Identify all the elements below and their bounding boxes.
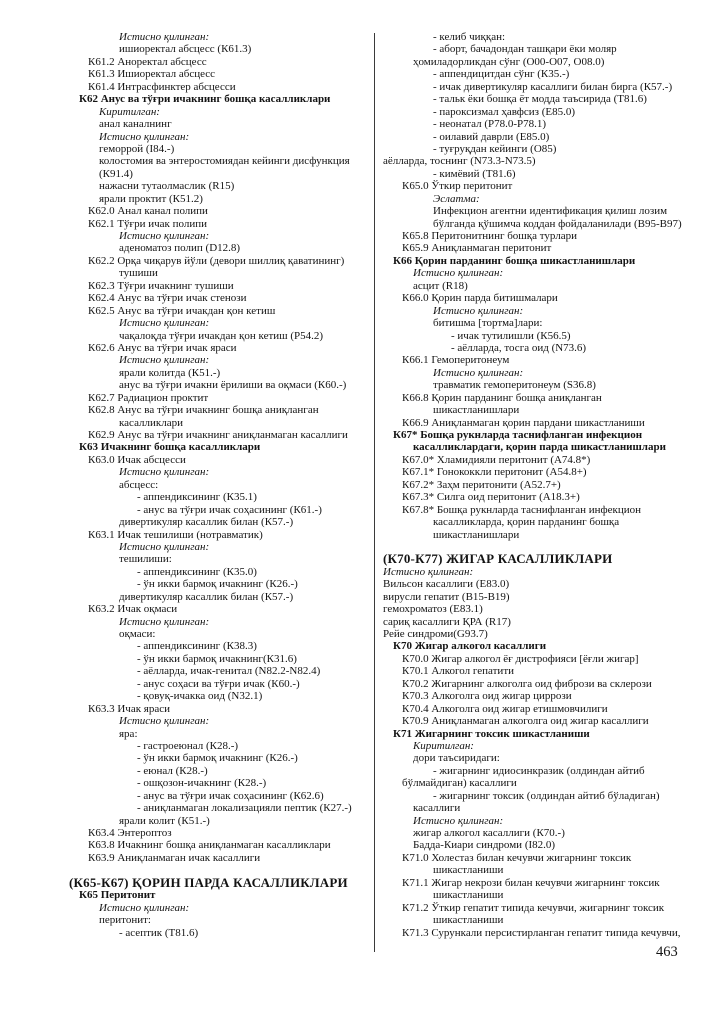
- text-line: - оилавий даврли (Е85.0): [433, 130, 550, 143]
- text-line: анал каналнинг: [99, 118, 172, 131]
- text-line: К62.9 Анус ва тўғри ичакнинг аниқланмаган касаллиги: [88, 429, 348, 441]
- text-line: - кимёвий (Т81.6): [433, 167, 516, 180]
- text-line: тушиши: [119, 267, 158, 280]
- text-line: Истисно қилинган:: [119, 615, 210, 628]
- text-line: (К91.4): [99, 167, 133, 180]
- text-line: К61.3 Ишиоректал абсцесс: [88, 68, 216, 81]
- text-line: - тальк ёки бошқа ёт модда таъсирида (Т81.6): [433, 93, 647, 106]
- text-line: К62.8 Анус ва тўғри ичакнинг бошқа аниқланган: [88, 404, 319, 417]
- text-line: К66.0 Қорин парда битишмалари: [402, 292, 558, 305]
- text-line: колостомия ва энтеростомиядан кейинги дисфункция: [99, 155, 350, 168]
- text-line: К62.1 Тўғри ичак полипи: [88, 217, 207, 230]
- text-line: К62.3 Тўғри ичакнинг тушиши: [88, 279, 234, 292]
- text-line: - аниқланмаган локализацияли пептик (К27.-): [137, 802, 352, 815]
- text-line: касалликлари: [119, 416, 184, 429]
- text-line: К62.5 Анус ва тўғри ичакдан қон кетиш: [88, 304, 276, 317]
- text-line: К67.0* Хламидияли перитонит (А74.8*): [402, 453, 591, 466]
- text-line: - еюнал (К28.-): [137, 764, 208, 777]
- text-line: - жигарнинг идиосинкразик (олдиндан айтиб: [433, 764, 645, 777]
- text-line: Истисно қилинган:: [99, 130, 190, 143]
- text-line: К63.0 Ичак абсцесси: [88, 453, 186, 466]
- text-line: К70.9 Аниқланмаган алкоголга оид жигар касаллиги: [402, 715, 649, 728]
- text-line: Бадда-Киари синдроми (I82.0): [413, 839, 556, 852]
- text-line: К66.9 Аниқланмаган қорин пардани шикастланиши: [402, 416, 645, 429]
- text-line: касалликларда, қорин парданинг бошқа: [433, 516, 620, 529]
- text-line: К65.8 Перитонитнинг бошқа турлари: [402, 230, 578, 242]
- text-line: К65.0 Ўткир перитонит: [402, 180, 513, 193]
- text-line: битишма [тортма]лари:: [433, 317, 543, 330]
- text-line: (К65-К67) ҚОРИН ПАРДА КАСАЛЛИКЛАРИ: [69, 874, 348, 890]
- text-line: - қовуқ-ичакка оид (N32.1): [137, 690, 263, 703]
- text-line: К63.8 Ичакнинг бошқа аниқланмаган касалликлари: [88, 839, 331, 852]
- text-line: дори таъсиридаги:: [413, 752, 500, 765]
- text-line: травматик гемоперитонеум (S36.8): [433, 379, 596, 392]
- text-line: - ўн икки бармоқ ичакнинг (К26.-): [137, 752, 298, 765]
- text-line: дивертикуляр касаллик билан (К57.-): [119, 590, 294, 603]
- text-line: К67.2* Заҳм перитонити (А52.7+): [402, 478, 561, 491]
- text-line: Истисно қилинган:: [99, 901, 190, 914]
- text-line: гемохроматоз (Е83.1): [383, 603, 483, 616]
- text-line: К71.3 Сурункали персистирланган гепатит типида кечувчи,: [402, 926, 681, 939]
- text-line: К61.4 Интрасфинктер абсцесси: [88, 80, 236, 93]
- text-line: Истисно қилинган:: [433, 304, 524, 317]
- text-line: К62.6 Анус ва тўғри ичак яраси: [88, 341, 237, 354]
- text-line: дивертикуляр касаллик билан (К57.-): [119, 516, 294, 529]
- text-line: К63 Ичакнинг бошқа касалликлари: [79, 441, 261, 454]
- text-line: К65 Перитонит: [79, 889, 156, 902]
- text-line: К70 Жигар алкогол касаллиги: [393, 640, 547, 653]
- text-line: К71.1 Жигар некрози билан кечувчи жигарнинг токсик: [402, 876, 660, 889]
- text-line: К63.9 Аниқланмаган ичак касаллиги: [88, 851, 261, 864]
- text-line: - гастроеюнал (К28.-): [137, 739, 239, 752]
- text-line: нажасни тутаолмаслик (R15): [99, 180, 235, 193]
- left-column: [69, 31, 375, 939]
- text-line: - ичак дивертикуляр касаллиги билан бирга (К57.-): [433, 80, 673, 93]
- text-line: асцит (R18): [413, 279, 468, 292]
- text-line: - туғруқдан кейинги (О85): [433, 142, 557, 155]
- text-line: яра:: [119, 727, 138, 740]
- text-line: Истисно қилинган:: [119, 715, 210, 728]
- text-line: К70.0 Жигар алкогол ёғ дистрофияси [ёғли жигар]: [402, 652, 639, 665]
- text-line: К70.3 Алкоголга оид жигар циррози: [402, 690, 572, 703]
- text-line: оқмаси:: [119, 628, 156, 640]
- text-line: Киритилган:: [413, 739, 474, 752]
- text-line: - аборт, бачадондан ташқари ёки моляр: [433, 43, 617, 56]
- text-line: перитонит:: [99, 914, 151, 927]
- page-number: 463: [656, 944, 678, 960]
- text-line: - аёлларда, ичак-генитал (N82.2-N82.4): [137, 665, 321, 678]
- text-line: К63.3 Ичак яраси: [88, 702, 171, 715]
- text-line: аёлларда, тоснинг (N73.3-N73.5): [383, 155, 536, 168]
- text-line: - анус ва тўғри ичак соҳасининг (К61.-): [137, 503, 322, 516]
- text-line: шикастланиши: [433, 889, 504, 902]
- text-line: Киритилган:: [99, 105, 160, 118]
- text-line: шикастланишлари: [433, 528, 520, 541]
- text-line: - аппендиксининг (К38.3): [137, 640, 257, 653]
- text-line: Истисно қилинган:: [433, 366, 524, 379]
- text-line: К70.4 Алкоголга оид жигар етишмовчилиги: [402, 702, 608, 715]
- text-line: абсцесс:: [119, 478, 159, 491]
- text-line: К62.4 Анус ва тўғри ичак стенози: [88, 292, 247, 305]
- text-line: К71.2 Ўткир гепатит типида кечувчи, жигарнинг токсик: [402, 901, 665, 914]
- text-line: К63.4 Энтероптоз: [88, 827, 172, 839]
- right-column: [383, 31, 713, 939]
- text-line: - асептик (Т81.6): [119, 926, 199, 939]
- text-line: - аппендиксининг (К35.1): [137, 491, 257, 504]
- text-line: К70.2 Жигарнинг алкоголга оид фибрози ва склерози: [402, 677, 652, 690]
- text-line: тешилиши:: [119, 553, 172, 566]
- text-line: К66.1 Гемоперитонеум: [402, 354, 510, 367]
- text-line: - ичак тутилишли (К56.5): [451, 329, 571, 342]
- text-line: Эслатма:: [433, 192, 480, 205]
- text-line: (К70-К77) ЖИГАР КАСАЛЛИКЛАРИ: [383, 551, 613, 567]
- text-line: Истисно қилинган:: [119, 354, 210, 367]
- text-line: - ўн икки бармоқ ичакнинг (К26.-): [137, 578, 298, 591]
- text-line: - анус соҳаси ва тўғри ичак (К60.-): [137, 677, 300, 690]
- text-line: К65.9 Аниқланмаган перитонит: [402, 242, 552, 255]
- text-line: шикастланиши: [433, 914, 504, 927]
- text-line: ҳомиладорликдан сўнг (О00-О07, О08.0): [413, 55, 605, 68]
- text-line: К66.8 Қорин парданинг бошқа аниқланган: [402, 391, 602, 404]
- text-line: - пароксизмал ҳавфсиз (Е85.0): [433, 105, 576, 118]
- text-line: ишиоректал абсцесс (К61.3): [119, 43, 252, 56]
- text-line: касалликлардаги, қорин парда шикастланишлари: [413, 441, 666, 454]
- text-line: анус ва тўғри ичакни ёрилиши ва оқмаси (К60.-): [119, 379, 347, 392]
- text-line: ярали колитда (К51.-): [119, 366, 221, 379]
- text-line: К61.2 Аноректал абсцесс: [88, 55, 207, 68]
- text-line: бўлмайдиган) касаллиги: [402, 777, 517, 790]
- text-line: К63.1 Ичак тешилиши (нотравматик): [88, 528, 263, 541]
- text-line: К71.0 Холестаз билан кечувчи жигарнинг токсик: [402, 851, 632, 864]
- text-line: К67* Бошқа рукнларда таснифланган инфекцион: [393, 429, 643, 441]
- text-line: чақалоқда тўғри ичакдан қон кетиш (Р54.2): [119, 329, 324, 342]
- text-line: - жигарнинг токсик (олдиндан айтиб бўладиган): [433, 789, 660, 802]
- text-line: К62.7 Радиацион проктит: [88, 391, 209, 404]
- text-line: аденоматоз полип (D12.8): [119, 242, 241, 255]
- text-line: К67.8* Бошқа рукнларда таснифланган инфекцион: [402, 503, 642, 516]
- text-line: К67.1* Гонококкли перитонит (А54.8+): [402, 466, 587, 479]
- text-line: бўлганда қўшимча коддан фойдаланилади (В95-В97): [433, 217, 682, 230]
- text-line: Истисно қилинган:: [413, 814, 504, 827]
- text-line: К70.1 Алкогол гепатити: [402, 665, 515, 678]
- text-line: Истисно қилинган:: [119, 540, 210, 553]
- text-line: К62.0 Анал канал полипи: [88, 205, 208, 218]
- text-line: К71 Жигарнинг токсик шикастланиши: [393, 727, 590, 740]
- text-line: Истисно қилинган:: [119, 317, 210, 330]
- text-line: Истисно қилинган:: [119, 230, 210, 242]
- text-line: Инфекцион агентни идентификация қилиш лозим: [433, 205, 668, 218]
- text-line: геморрой (I84.-): [99, 142, 175, 155]
- text-line: - анус ва тўғри ичак соҳасининг (К62.6): [137, 789, 324, 802]
- text-line: ярали колит (К51.-): [119, 814, 210, 827]
- text-line: ярали проктит (К51.2): [99, 192, 203, 205]
- text-line: Истисно қилинган:: [119, 31, 210, 43]
- text-line: жигар алкогол касаллиги (К70.-): [413, 827, 565, 839]
- text-line: Истисно қилинган:: [119, 466, 210, 479]
- text-line: К67.3* Силга оид перитонит (А18.3+): [402, 491, 580, 504]
- text-line: Рейе синдроми(G93.7): [383, 628, 488, 640]
- text-line: сариқ касаллиги ҚРА (R17): [383, 615, 511, 628]
- text-line: - ўн икки бармоқ ичакнинг(К31.6): [137, 652, 297, 665]
- text-line: К66 Қорин парданинг бошқа шикастланишлари: [393, 254, 636, 267]
- text-line: К62.2 Орқа чиқарув йўли (девори шиллиқ қаватининг): [88, 254, 345, 267]
- text-line: касаллиги: [413, 802, 461, 815]
- text-line: вирусли гепатит (В15-В19): [383, 590, 510, 603]
- text-line: - аёлларда, тосга оид (N73.6): [451, 341, 587, 354]
- text-line: Вильсон касаллиги (Е83.0): [383, 578, 510, 591]
- column-divider-line: [374, 33, 375, 952]
- text-line: - аппендицитдан сўнг (К35.-): [433, 68, 570, 81]
- text-line: К63.2 Ичак оқмаси: [88, 603, 178, 616]
- text-line: Истисно қилинган:: [383, 565, 474, 578]
- text-line: - ошқозон-ичакнинг (К28.-): [137, 777, 267, 790]
- text-line: - аппендиксининг (К35.0): [137, 565, 257, 578]
- text-line: Истисно қилинган:: [413, 267, 504, 280]
- text-line: - келиб чиққан:: [433, 31, 506, 43]
- text-line: шикастланиши: [433, 864, 504, 877]
- text-line: шикастланишлари: [433, 404, 520, 417]
- text-line: - неонатал (Р78.0-Р78.1): [433, 118, 547, 131]
- text-line: К62 Анус ва тўғри ичакнинг бошқа касалликлари: [79, 93, 331, 106]
